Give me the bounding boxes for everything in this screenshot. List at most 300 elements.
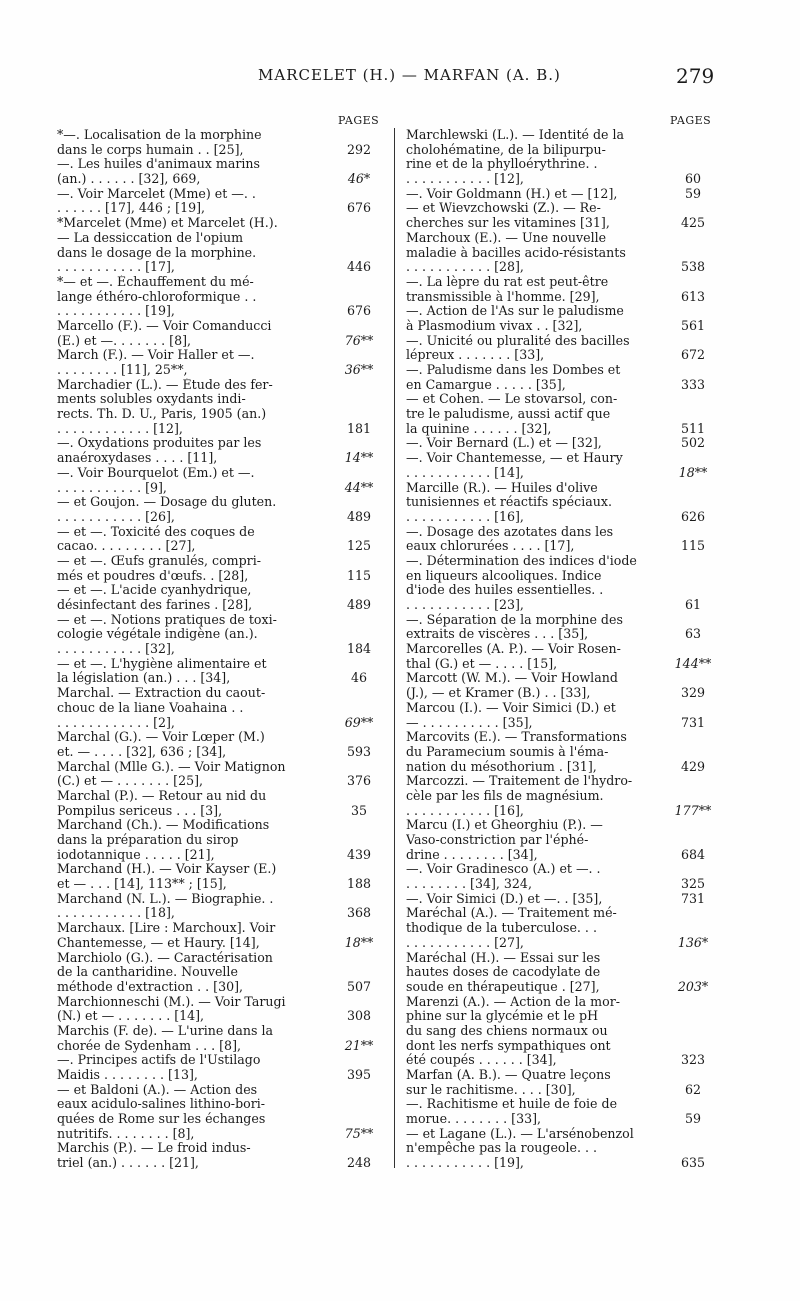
index-line	[57, 128, 382, 143]
index-line-text: sur le rachitisme. . . . [30],	[406, 1082, 576, 1097]
index-line-text: — et Baldoni (A.). — Action des	[57, 1082, 258, 1097]
index-line	[406, 201, 711, 216]
index-line	[406, 818, 711, 833]
index-line-text: — et —. Notions pratiques de toxi-	[57, 612, 277, 627]
index-line	[57, 1053, 382, 1068]
index-line-text: —. Voir Marcelet (Mme) et —. .	[57, 186, 256, 201]
index-line	[57, 951, 382, 966]
page-ref: 333	[680, 376, 706, 392]
index-line-text: Marcorelles (A. P.). — Voir Rosen-	[406, 642, 621, 657]
index-line	[406, 436, 711, 451]
page-ref: 35	[350, 802, 368, 818]
index-line	[406, 348, 711, 363]
index-line	[57, 818, 382, 833]
index-line	[406, 833, 711, 848]
index-line-text: cèle par les fils de magnésium.	[406, 788, 604, 803]
index-line	[57, 686, 382, 701]
index-line-text: Marcille (R.). — Huiles d'olive	[406, 480, 598, 495]
index-line-text: —. Oxydations produites par les	[57, 436, 262, 451]
index-line	[57, 1156, 382, 1171]
index-line	[57, 495, 382, 510]
index-line	[406, 848, 711, 863]
index-line-text: —. Unicité ou pluralité des bacilles	[406, 333, 630, 348]
page-ref: 188	[346, 876, 372, 892]
index-line	[406, 554, 711, 569]
index-line	[57, 201, 382, 216]
page-ref: 115	[680, 538, 706, 554]
index-line-text: dans le dosage de la morphine.	[57, 245, 257, 260]
index-line-text: —. Dosage des azotates dans les	[406, 524, 614, 539]
index-line	[57, 980, 382, 995]
index-line-text: . . . . . . . . . . . [28],	[406, 260, 524, 275]
index-line-text: Vaso-constriction par l'éphé-	[406, 833, 589, 847]
index-line-text: . . . . . . . . . . . [23],	[406, 598, 524, 612]
index-line	[57, 789, 382, 804]
index-line-text: — et —. Toxicité des coques de	[57, 524, 255, 539]
index-line-text: Marchis (F. de). — L'urine dans la	[57, 1023, 274, 1038]
index-line	[406, 598, 711, 613]
index-line-text: —. Rachitisme et huile de foie de	[406, 1097, 618, 1112]
index-line	[406, 172, 711, 187]
index-line-text: nutritifs. . . . . . . . [8],	[57, 1126, 195, 1141]
page-ref: 125	[346, 538, 372, 554]
index-line	[57, 1127, 382, 1142]
index-line	[406, 1083, 711, 1098]
index-line-text: thal (G.) et — . . . . [15],	[406, 656, 558, 671]
index-line	[406, 936, 711, 951]
page-ref: 14**	[344, 450, 374, 466]
page-ref: 511	[680, 420, 706, 436]
index-line	[406, 1156, 711, 1171]
page-ref: 731	[680, 890, 706, 906]
index-line-text: . . . . . . . . . . . . [12],	[57, 421, 183, 436]
index-line-text: Marcovits (E.). — Transformations	[406, 730, 627, 745]
index-line-text: Marcott (W. M.). — Voir Howland	[406, 671, 618, 686]
page-ref: 115	[346, 567, 372, 583]
index-line-text: Marchal. — Extraction du caout-	[57, 686, 266, 701]
index-line-text: chouc de la liane Voahaina . .	[57, 700, 244, 715]
index-line	[57, 525, 382, 540]
index-line-text: la législation (an.) . . . [34],	[57, 671, 231, 686]
page-ref: 613	[680, 288, 706, 304]
page-ref: 248	[346, 1155, 372, 1171]
index-line-text: March (F.). — Voir Haller et —.	[57, 348, 255, 363]
index-line-text: Marcu (I.) et Gheorghiu (P.). —	[406, 818, 603, 833]
index-line-text: cacao. . . . . . . . . [27],	[57, 539, 196, 554]
page-number: 279	[676, 64, 715, 88]
index-line-text: (E.) et —. . . . . . . [8],	[57, 333, 192, 348]
index-line	[406, 290, 711, 305]
page-ref: 329	[680, 685, 706, 701]
index-line	[57, 995, 382, 1010]
index-line	[406, 363, 711, 378]
index-line	[406, 686, 711, 701]
index-line	[406, 525, 711, 540]
index-line-text: Marcello (F.). — Voir Comanducci	[57, 318, 272, 333]
index-line-text: hautes doses de cacodylate de	[406, 965, 601, 980]
index-line	[406, 1097, 711, 1112]
index-line	[57, 334, 382, 349]
page-ref: 376	[346, 773, 372, 789]
index-line	[406, 1053, 711, 1068]
index-line	[406, 627, 711, 642]
index-line-text: . . . . . . . . [11], 25**,	[57, 363, 188, 377]
index-line	[57, 319, 382, 334]
index-line-text: et. — . . . . [32], 636 ; [34],	[57, 744, 227, 759]
index-line	[406, 143, 711, 158]
index-line-text: *—. Localisation de la morphine	[57, 128, 262, 142]
page-ref: 368	[346, 905, 372, 921]
index-line-text: més et poudres d'œufs. . [28],	[57, 568, 249, 583]
index-line	[57, 378, 382, 393]
index-line-text: Marcozzi. — Traitement de l'hydro-	[406, 774, 633, 789]
index-line-text: — et Lagane (L.). — L'arsénobenzol	[406, 1126, 634, 1141]
index-line	[406, 583, 711, 598]
index-line	[406, 951, 711, 966]
right-pages-heading: PAGES	[670, 114, 712, 127]
index-line-text: —. Principes actifs de l'Ustilago	[57, 1053, 261, 1068]
index-line-text: dans le corps humain . . [25],	[57, 142, 244, 157]
page-ref: 672	[680, 347, 706, 363]
index-line-text: . . . . . . . . . . . [19],	[406, 1156, 524, 1171]
index-line-text: Marchlewski (L.). — Identité de la	[406, 128, 625, 142]
index-line-text: lépreux . . . . . . . [33],	[406, 348, 545, 363]
index-line	[57, 481, 382, 496]
page-ref: 177**	[674, 802, 712, 818]
index-line-text: . . . . . . . . . . . [12],	[406, 172, 524, 187]
page-ref: 561	[680, 317, 706, 333]
index-line	[57, 833, 382, 848]
index-line	[406, 422, 711, 437]
index-line-text: Marchand (H.). — Voir Kayser (E.)	[57, 862, 277, 877]
index-line-text: et — . . . [14], 113** ; [15],	[57, 877, 227, 892]
index-line	[406, 378, 711, 393]
index-line	[406, 495, 711, 510]
index-line-text: — et Cohen. — Le stovarsol, con-	[406, 392, 618, 407]
index-line	[406, 1127, 711, 1142]
index-line	[57, 231, 382, 246]
page-ref: 323	[680, 1052, 706, 1068]
index-line	[57, 451, 382, 466]
page-ref: 63	[684, 626, 702, 642]
index-line	[406, 921, 711, 936]
index-line	[406, 892, 711, 907]
page-ref: 489	[346, 508, 372, 524]
page-ref: 626	[680, 508, 706, 524]
index-line-text: dont les nerfs sympathiques ont	[406, 1038, 611, 1053]
index-line	[57, 936, 382, 951]
index-line-text: iodotannique . . . . . [21],	[57, 847, 215, 862]
index-line-text: n'empêche pas la rougeole. . .	[406, 1141, 597, 1156]
index-line	[406, 906, 711, 921]
index-line	[57, 304, 382, 319]
index-line-text: *— et —. Échauffement du mé-	[57, 274, 254, 289]
index-line-text: . . . . . . . . . . . [26],	[57, 509, 175, 524]
index-line-text: —. Voir Bernard (L.) et — [32],	[406, 436, 602, 451]
index-line	[57, 246, 382, 261]
index-line	[57, 892, 382, 907]
page-ref: 446	[346, 259, 372, 275]
index-line	[406, 407, 711, 422]
index-line-text: extraits de viscères . . . [35],	[406, 627, 589, 642]
page-ref: 184	[346, 641, 372, 657]
index-line	[57, 657, 382, 672]
index-line-text: . . . . . . . . . . . [27],	[406, 935, 524, 950]
index-line	[406, 804, 711, 819]
index-line	[406, 716, 711, 731]
index-line-text: désinfectant des farines . [28],	[57, 598, 253, 612]
index-line	[406, 760, 711, 775]
index-line	[57, 510, 382, 525]
index-line	[57, 569, 382, 584]
index-line-text: (J.), — et Kramer (B.) . . [33],	[406, 686, 591, 701]
index-line	[406, 246, 711, 261]
index-line	[406, 216, 711, 231]
index-line	[406, 392, 711, 407]
index-line-text: Marchiolo (G.). — Caractérisation	[57, 950, 273, 965]
index-line	[57, 965, 382, 980]
index-line	[406, 1024, 711, 1039]
index-line	[57, 1141, 382, 1156]
index-line	[406, 965, 711, 980]
index-line-text: Chantemesse, — et Haury. [14],	[57, 935, 260, 950]
index-line	[406, 980, 711, 995]
index-line	[57, 642, 382, 657]
index-line	[57, 363, 382, 378]
index-line-text: —. Voir Chantemesse, — et Haury	[406, 451, 623, 466]
index-line-text: cologie végétale indigène (an.).	[57, 627, 258, 642]
index-line	[57, 1097, 382, 1112]
index-line-text: Marenzi (A.). — Action de la mor-	[406, 994, 620, 1009]
index-line-text: . . . . . . . . . . . [32],	[57, 642, 175, 657]
page-ref: 676	[346, 200, 372, 216]
page-ref: 46	[350, 670, 368, 686]
index-line-text: —. Paludisme dans les Dombes et	[406, 363, 621, 377]
index-line-text: Maréchal (H.). — Essai sur les	[406, 950, 601, 965]
index-line-text: Marcou (I.). — Voir Simici (D.) et	[406, 700, 616, 715]
left-pages-heading: PAGES	[338, 114, 380, 127]
page-ref: 144**	[674, 655, 712, 671]
index-line	[406, 1009, 711, 1024]
index-line	[57, 906, 382, 921]
index-line-text: phine sur la glycémie et le pH	[406, 1009, 599, 1024]
index-line-text: . . . . . . . . . . . [14],	[406, 465, 524, 480]
index-line	[57, 745, 382, 760]
index-line-text: la quinine . . . . . . [32],	[406, 421, 552, 436]
page-ref: 684	[680, 846, 706, 862]
index-line-text: Pompilus sericeus . . . [3],	[57, 803, 223, 818]
index-line	[406, 319, 711, 334]
index-line-text: du Paramecium soumis à l'éma-	[406, 744, 609, 759]
index-line-text: —. La lèpre du rat est peut-être	[406, 274, 609, 289]
index-line	[57, 877, 382, 892]
index-line-text: transmissible à l'homme. [29],	[406, 289, 600, 304]
index-line-text: Marchis (P.). — Le froid indus-	[57, 1141, 251, 1156]
index-line	[57, 1112, 382, 1127]
index-line	[406, 671, 711, 686]
index-line	[57, 760, 382, 775]
index-line	[57, 848, 382, 863]
index-line-text: — La dessiccation de l'opium	[57, 230, 244, 245]
index-line-text: triel (an.) . . . . . . [21],	[57, 1156, 199, 1171]
index-line-text: Maréchal (A.). — Traitement mé-	[406, 906, 617, 921]
page-ref: 593	[346, 743, 372, 759]
index-line	[57, 716, 382, 731]
index-line-text: Marchal (G.). — Voir Lœper (M.)	[57, 730, 265, 745]
page-ref: 538	[680, 259, 706, 275]
index-line-text: Marchaux. [Lire : Marchoux]. Voir	[57, 921, 276, 936]
page-ref: 59	[684, 1111, 702, 1127]
page-header	[0, 66, 800, 90]
index-line	[57, 613, 382, 628]
index-line	[57, 671, 382, 686]
index-line	[57, 539, 382, 554]
index-line-text: — . . . . . . . . . . [35],	[406, 715, 533, 730]
index-line	[406, 260, 711, 275]
index-line	[57, 466, 382, 481]
index-line-text: en liqueurs alcooliques. Indice	[406, 568, 602, 583]
index-line	[57, 921, 382, 936]
index-line-text: du sang des chiens normaux ou	[406, 1023, 608, 1038]
index-line-text: Marchoux (E.). — Une nouvelle	[406, 230, 607, 245]
index-line	[57, 1009, 382, 1024]
index-line	[57, 143, 382, 158]
page-ref: 36**	[344, 362, 374, 377]
index-line-text: maladie à bacilles acido-résistants	[406, 245, 626, 260]
index-line-text: —. Action de l'As sur le paludisme	[406, 304, 624, 319]
index-line-text: (C.) et — . . . . . . . [25],	[57, 774, 204, 789]
index-line-text: . . . . . . . . . . . [19],	[57, 304, 175, 319]
index-line-text: à Plasmodium vivax . . [32],	[406, 318, 583, 333]
index-line	[57, 348, 382, 363]
index-line	[406, 862, 711, 877]
index-line-text: d'iode des huiles essentielles. .	[406, 583, 604, 598]
index-line	[57, 422, 382, 437]
index-line	[57, 1083, 382, 1098]
index-line	[406, 745, 711, 760]
index-line-text: —. Voir Goldmann (H.) et — [12],	[406, 186, 618, 201]
index-line-text: *Marcelet (Mme) et Marcelet (H.).	[57, 216, 278, 231]
index-line	[57, 701, 382, 716]
index-line-text: —. Voir Gradinesco (A.) et —. .	[406, 862, 601, 877]
index-line-text: Marchal (P.). — Retour au nid du	[57, 788, 267, 803]
index-line	[406, 701, 711, 716]
page-ref: 308	[346, 1008, 372, 1024]
page-ref: 429	[680, 758, 706, 774]
index-line-text: — et —. L'acide cyanhydrique,	[57, 583, 252, 598]
index-line-text: en Camargue . . . . . [35],	[406, 377, 566, 392]
index-line	[406, 451, 711, 466]
index-line-text: dans la préparation du sirop	[57, 833, 239, 847]
index-line-text: cholohématine, de la bilipurpu-	[406, 142, 606, 157]
index-line	[57, 1024, 382, 1039]
index-line-text: . . . . . . . . . . . [16],	[406, 509, 524, 524]
index-line	[57, 598, 382, 613]
index-line-text: —. Séparation de la morphine des	[406, 612, 623, 627]
index-line	[57, 1039, 382, 1054]
index-line-text: eaux chlorurées . . . . [17],	[406, 539, 575, 554]
index-line	[57, 290, 382, 305]
index-line-text: . . . . . . [17], 446 ; [19],	[57, 201, 206, 216]
page-ref: 21**	[344, 1037, 374, 1053]
index-line	[406, 1039, 711, 1054]
index-line-text: —. Détermination des indices d'iode	[406, 553, 637, 568]
index-line-text: quées de Rome sur les échanges	[57, 1112, 266, 1127]
index-line	[57, 216, 382, 231]
page-ref: 18**	[678, 464, 708, 480]
index-line	[57, 172, 382, 187]
index-line-text: — et —. L'hygiène alimentaire et	[57, 656, 267, 671]
index-line	[406, 877, 711, 892]
index-line	[406, 730, 711, 745]
index-line	[57, 260, 382, 275]
index-line-text: eaux acidulo-salines lithino-bori-	[57, 1097, 266, 1112]
index-line	[57, 187, 382, 202]
page-ref: 181	[346, 420, 372, 436]
index-line	[57, 392, 382, 407]
page-ref: 60	[684, 171, 702, 187]
page-ref: 395	[346, 1067, 372, 1082]
index-line	[57, 627, 382, 642]
index-line	[57, 583, 382, 598]
index-line	[406, 1068, 711, 1083]
index-line	[406, 187, 711, 202]
index-line	[406, 789, 711, 804]
index-line-text: Marchionneschi (M.). — Voir Tarugi	[57, 994, 286, 1009]
page-ref: 489	[346, 597, 372, 612]
index-line	[406, 510, 711, 525]
index-line-text: . . . . . . . . [34], 324,	[406, 877, 532, 892]
index-line	[406, 1112, 711, 1127]
index-line-text: —. Les huiles d'animaux marins	[57, 157, 260, 172]
index-line-text: chorée de Sydenham . . . [8],	[57, 1038, 241, 1053]
index-line	[406, 334, 711, 349]
index-line	[406, 275, 711, 290]
index-line-text: soude en thérapeutique . [27],	[406, 979, 600, 994]
page-ref: 136*	[677, 934, 709, 950]
index-line-text: (N.) et — . . . . . . . [14],	[57, 1009, 205, 1024]
index-line	[57, 804, 382, 819]
page-ref: 635	[680, 1155, 706, 1171]
index-line	[406, 613, 711, 628]
index-line	[406, 642, 711, 657]
index-line-text: Maidis . . . . . . . . [13],	[57, 1068, 198, 1082]
page-ref: 676	[346, 303, 372, 319]
index-line-text: été coupés . . . . . . [34],	[406, 1053, 557, 1068]
index-line-text: méthode d'extraction . . [30],	[57, 979, 244, 994]
page-ref: 325	[680, 876, 706, 892]
index-line-text: . . . . . . . . . . . [9],	[57, 480, 167, 495]
index-line	[406, 1141, 711, 1156]
index-line	[406, 539, 711, 554]
index-line-text: . . . . . . . . . . . [18],	[57, 906, 175, 921]
index-line	[57, 554, 382, 569]
page-ref: 69**	[344, 714, 374, 730]
index-line-text: —. Voir Simici (D.) et —. . [35],	[406, 891, 603, 906]
index-line	[57, 730, 382, 745]
index-line-text: morue. . . . . . . . [33],	[406, 1112, 542, 1127]
page-ref: 62	[684, 1081, 702, 1097]
index-line-text: Marchand (Ch.). — Modifications	[57, 818, 270, 833]
index-line-text: drine . . . . . . . . [34],	[406, 847, 538, 862]
index-line-text: . . . . . . . . . . . [16],	[406, 803, 524, 818]
index-line	[57, 774, 382, 789]
index-line	[406, 657, 711, 672]
index-line-text: —. Voir Bourquelot (Em.) et —.	[57, 465, 255, 480]
page-ref: 502	[680, 435, 706, 451]
index-line-text: Marchadier (L.). — Étude des fer-	[57, 377, 273, 392]
index-line	[406, 231, 711, 246]
